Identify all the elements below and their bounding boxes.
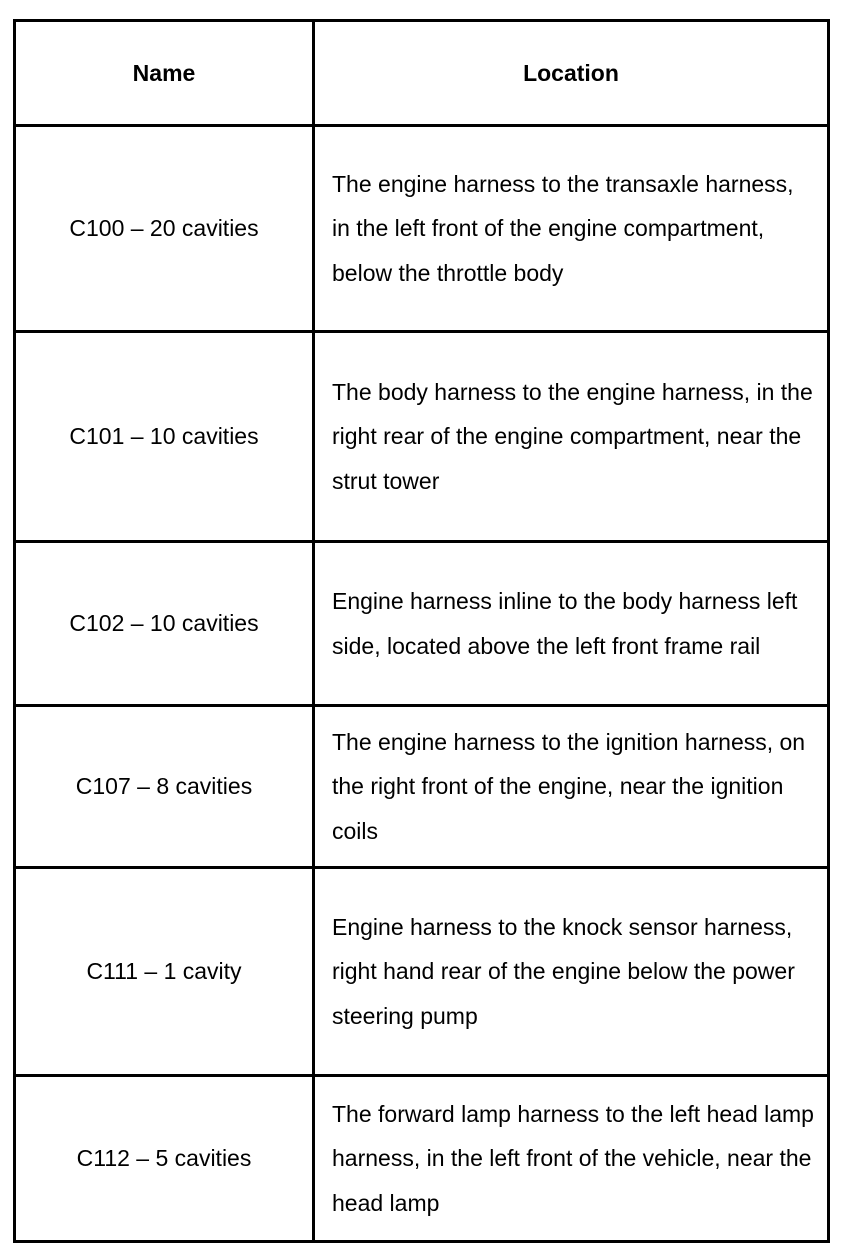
connector-location: Engine harness to the knock sensor harness, right hand rear of the engine below the power steering pump [314,868,829,1076]
connector-location: The engine harness to the transaxle harness, in the left front of the engine compartment, below the throttle body [314,126,829,332]
table-row [15,868,829,1076]
connector-location: The body harness to the engine harness, in the right rear of the engine compartment, near the strut tower [314,332,829,542]
header-name: Name [15,21,314,126]
table-row [15,332,829,542]
header-location: Location [314,21,829,126]
connector-table [13,19,830,1243]
connector-location: The engine harness to the ignition harness, on the right front of the engine, near the ignition coils [314,706,829,868]
connector-name: C100 – 20 cavities [15,126,314,332]
header-row [15,21,829,126]
connector-location: Engine harness inline to the body harness left side, located above the left front frame rail [314,542,829,706]
table-row [15,542,829,706]
table-row [15,706,829,868]
connector-name: C111 – 1 cavity [15,868,314,1076]
table-row [15,1076,829,1242]
connector-name: C112 – 5 cavities [15,1076,314,1242]
connector-name: C101 – 10 cavities [15,332,314,542]
connector-name: C107 – 8 cavities [15,706,314,868]
connector-name: C102 – 10 cavities [15,542,314,706]
table-row [15,126,829,332]
connector-location: The forward lamp harness to the left head lamp harness, in the left front of the vehicle, near the head lamp [314,1076,829,1242]
